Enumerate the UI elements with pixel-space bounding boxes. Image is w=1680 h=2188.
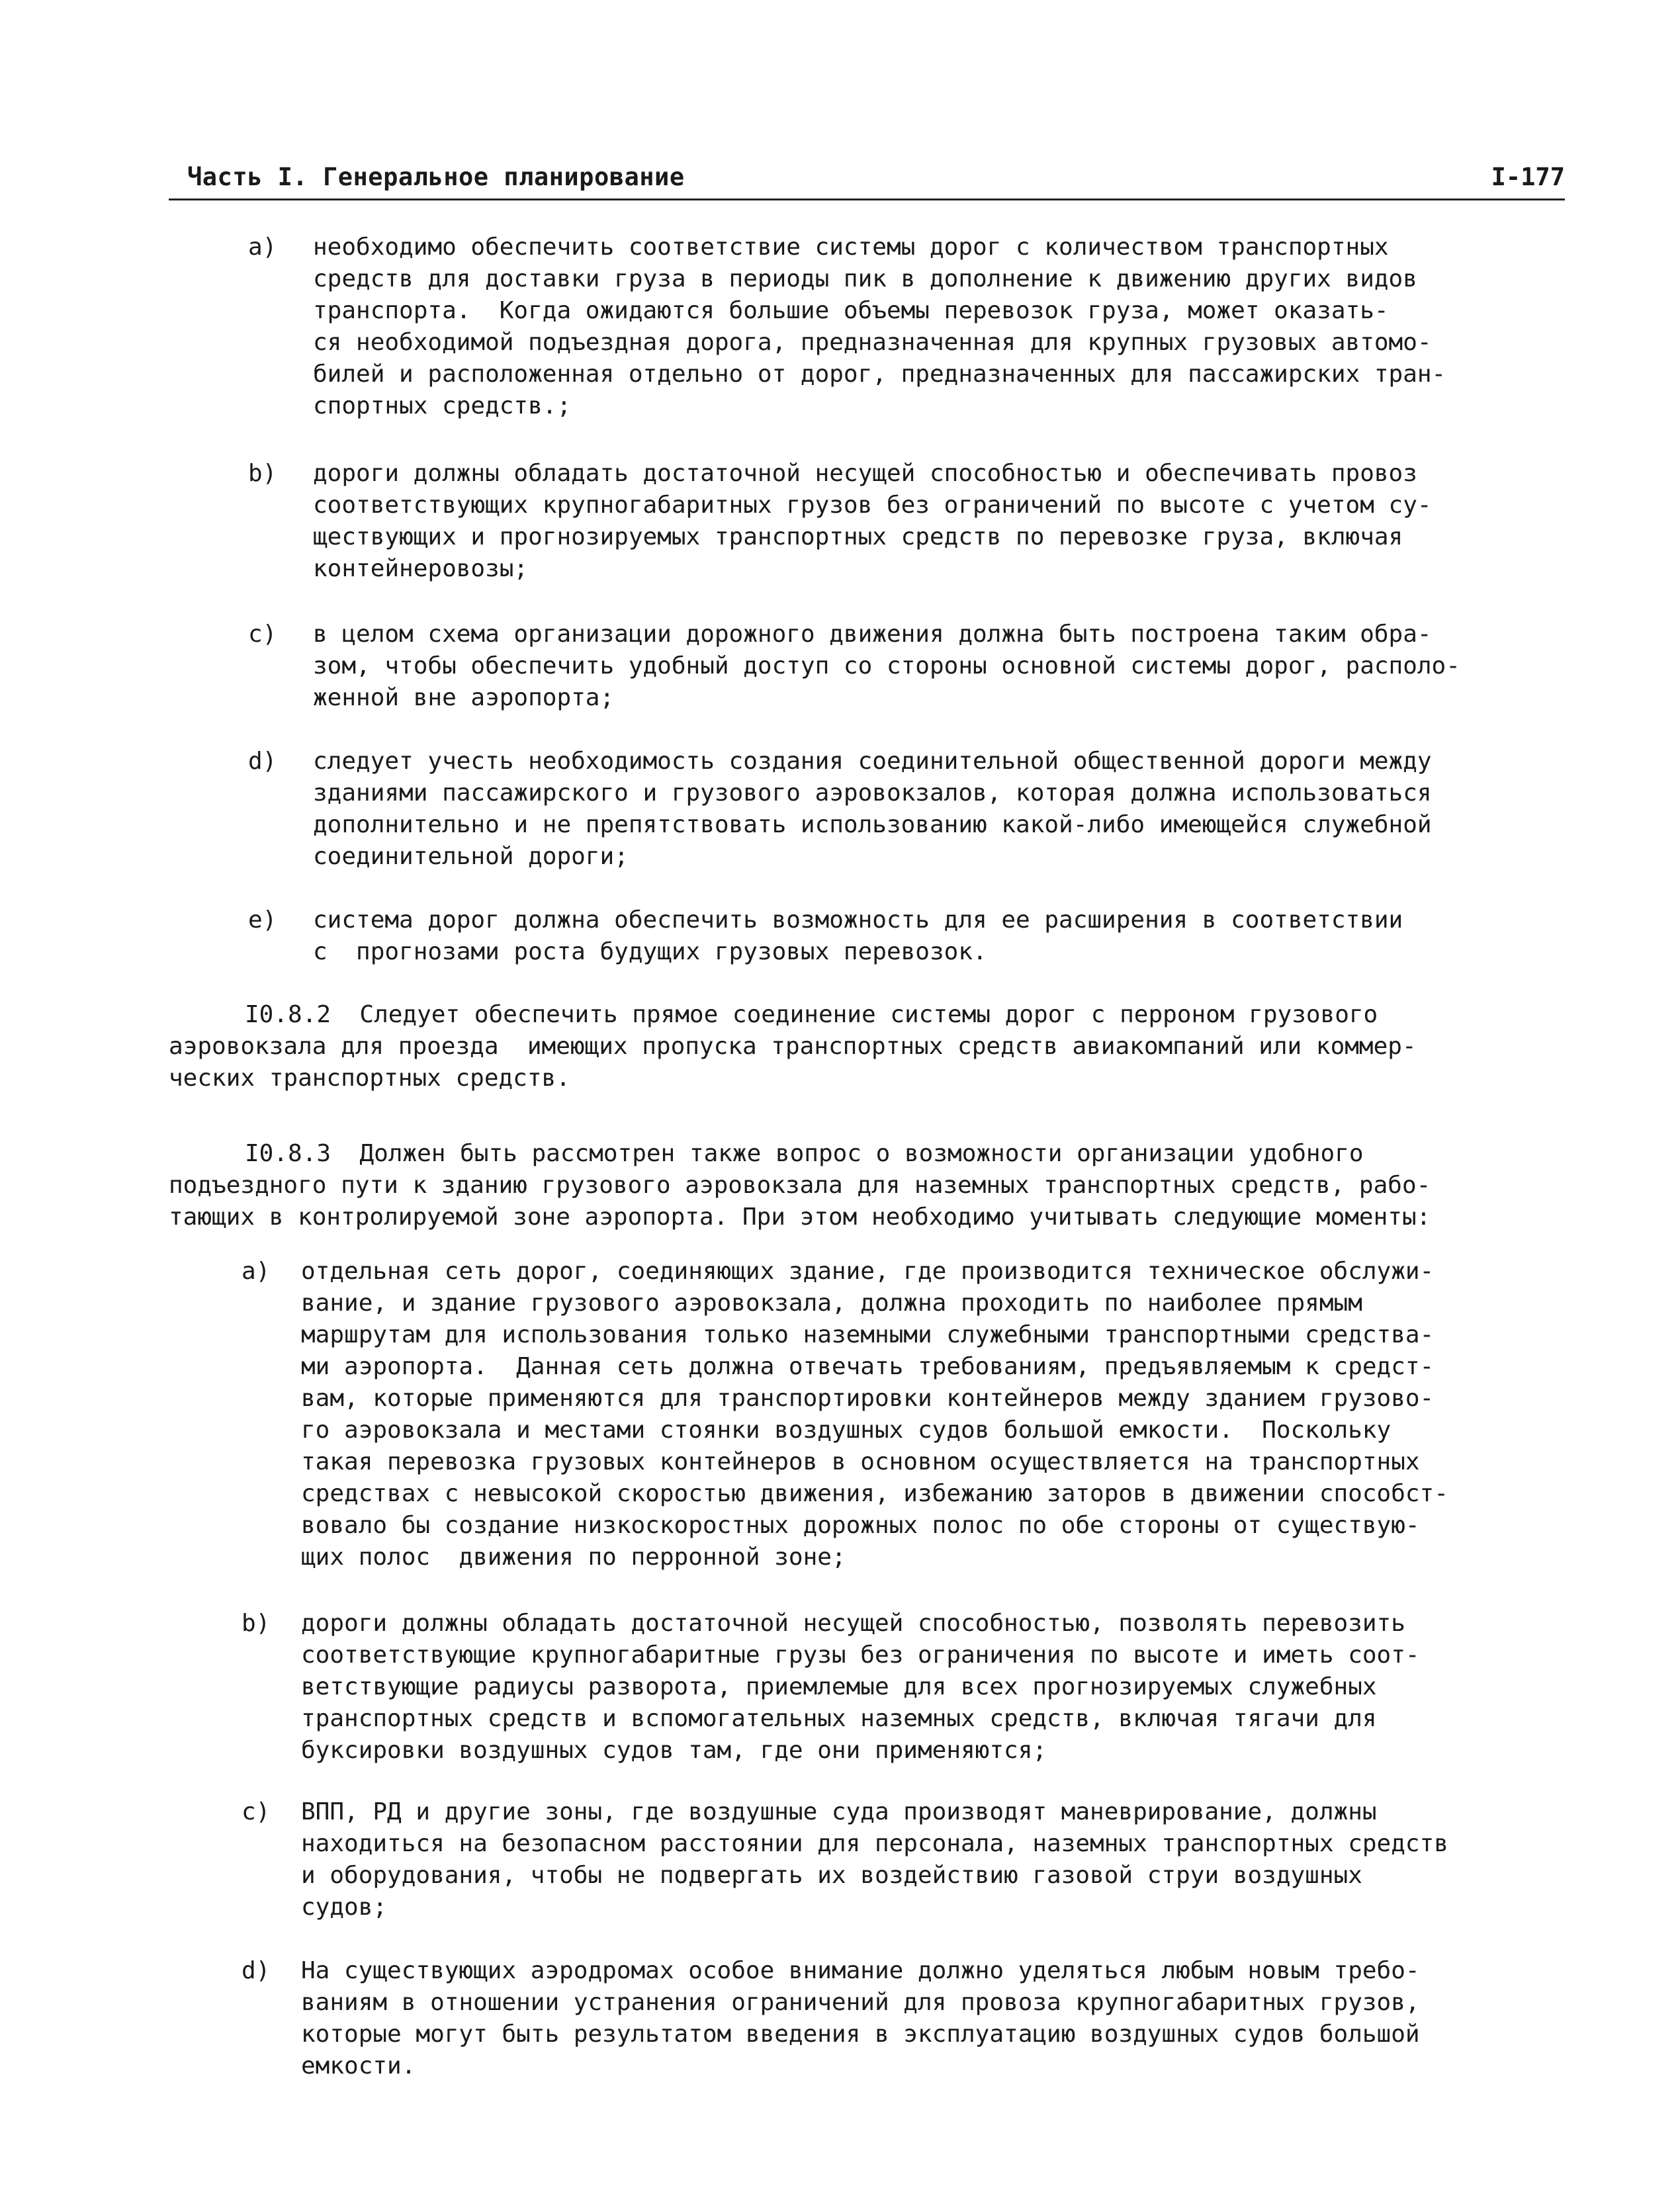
list-marker: b) <box>242 1610 271 1637</box>
text-line: средств для доставки груза в периоды пик в дополнение к движению других видов <box>313 265 1417 292</box>
text-line: зданиями пассажирского и грузового аэровокзалов, которая должна использоваться <box>313 779 1432 807</box>
text-line: аэровокзала для проезда имеющих пропуска транспортных средств авиакомпаний или коммер- <box>169 1033 1417 1060</box>
text-line: ческих транспортных средств. <box>169 1065 570 1092</box>
text-line: ВПП, РД и другие зоны, где воздушные суда производят маневрирование, должны <box>301 1798 1377 1825</box>
list-item-text <box>313 904 1403 968</box>
list-marker: c) <box>242 1798 271 1825</box>
text-line: контейнеровозы; <box>313 555 529 582</box>
text-line: транспорта. Когда ожидаются большие объемы перевозок груза, может оказать- <box>313 297 1389 324</box>
text-line: буксировки воздушных судов там, где они применяются; <box>301 1737 1047 1764</box>
text-line: подъездного пути к зданию грузового аэровокзала для наземных транспортных средств, рабо- <box>169 1172 1431 1199</box>
text-line: соответствующих крупногабаритных грузов без ограничений по высоте с учетом су- <box>313 492 1432 519</box>
text-line: билей и расположенная отдельно от дорог, предназначенных для пассажирских тран- <box>313 361 1446 388</box>
text-line: женной вне аэропорта; <box>313 684 615 711</box>
text-line: I0.8.2 Следует обеспечить прямое соединение системы дорог с перроном грузового <box>245 1001 1378 1028</box>
text-line: дополнительно и не препятствовать использованию какой-либо имеющейся служебной <box>313 811 1432 838</box>
text-line: вам, которые применяются для транспортировки контейнеров между зданием грузово- <box>301 1385 1435 1412</box>
text-line: находиться на безопасном расстоянии для персонала, наземных транспортных средств <box>301 1830 1448 1857</box>
text-line: соединительной дороги; <box>313 843 629 870</box>
text-line: дороги должны обладать достаточной несущей способностью, позволять перевозить <box>301 1610 1405 1637</box>
list-item-text <box>301 1256 1448 1573</box>
text-line: транспортных средств и вспомогательных наземных средств, включая тягачи для <box>301 1705 1377 1732</box>
text-line: необходимо обеспечить соответствие системы дорог с количеством транспортных <box>313 234 1389 261</box>
text-line: маршрутам для использования только наземными служебными транспортными средства- <box>301 1321 1435 1348</box>
page-number: I-177 <box>1491 163 1565 191</box>
text-line: вовало бы создание низкоскоростных дорожных полос по обе стороны от существую- <box>301 1512 1420 1539</box>
list-marker: d) <box>242 1957 271 1984</box>
text-line: и оборудования, чтобы не подвергать их воздействию газовой струи воздушных <box>301 1862 1362 1889</box>
list-marker: a) <box>242 1258 271 1285</box>
text-line: ми аэропорта. Данная сеть должна отвечать требованиям, предъявляемым к средст- <box>301 1353 1435 1380</box>
text-line: отдельная сеть дорог, соединяющих здание, где производится техническое обслужи- <box>301 1258 1435 1285</box>
text-line: ветствующие радиусы разворота, приемлемые для всех прогнозируемых служебных <box>301 1673 1377 1700</box>
list-marker: e) <box>248 906 277 934</box>
list-item-text <box>313 619 1460 714</box>
text-line: го аэровокзала и местами стоянки воздушных судов большой емкости. Поскольку <box>301 1417 1392 1444</box>
text-line: такая перевозка грузовых контейнеров в основном осуществляется на транспортных <box>301 1448 1420 1475</box>
paragraph-10-8-2 <box>169 999 1417 1094</box>
list-item-text <box>313 746 1432 873</box>
text-line: судов; <box>301 1894 388 1921</box>
text-line: ся необходимой подъездная дорога, предназначенная для крупных грузовых автомо- <box>313 329 1432 356</box>
header-rule <box>169 198 1565 200</box>
text-line: ваниям в отношении устранения ограничений для провоза крупногабаритных грузов, <box>301 1989 1420 2016</box>
text-line: которые могут быть результатом введения в эксплуатацию воздушных судов большой <box>301 2021 1420 2048</box>
text-line: средствах с невысокой скоростью движения, избежанию заторов в движении способст- <box>301 1480 1448 1507</box>
text-line: соответствующие крупногабаритные грузы без ограничения по высоте и иметь соот- <box>301 1641 1420 1669</box>
list-marker: d) <box>248 748 277 775</box>
text-line: дороги должны обладать достаточной несущей способностью и обеспечивать провоз <box>313 460 1417 487</box>
page-header <box>169 159 1565 198</box>
list-item-text <box>301 1955 1420 2082</box>
list-marker: b) <box>248 460 277 487</box>
text-line: с прогнозами роста будущих грузовых перевозок. <box>313 938 987 965</box>
text-line: в целом схема организации дорожного движения должна быть построена таким обра- <box>313 621 1432 648</box>
text-line: тающих в контролируемой зоне аэропорта. При этом необходимо учитывать следующие моменты: <box>169 1203 1431 1231</box>
text-line: вание, и здание грузового аэровокзала, должна проходить по наиболее прямым <box>301 1290 1362 1317</box>
text-line: щих полос движения по перронной зоне; <box>301 1544 846 1571</box>
text-line: спортных средств.; <box>313 392 572 419</box>
list-marker: a) <box>248 234 277 261</box>
header-title: Часть I. Генеральное планирование <box>187 163 685 191</box>
text-line: На существующих аэродромах особое внимание должно уделяться любым новым требо- <box>301 1957 1420 1984</box>
text-line: I0.8.3 Должен быть рассмотрен также вопрос о возможности организации удобного <box>245 1140 1364 1167</box>
paragraph-10-8-3 <box>169 1138 1431 1233</box>
text-line: ществующих и прогнозируемых транспортных средств по перевозке груза, включая <box>313 523 1403 550</box>
text-line: система дорог должна обеспечить возможность для ее расширения в соответствии <box>313 906 1403 934</box>
list-item-text <box>313 458 1432 585</box>
text-line: емкости. <box>301 2052 416 2079</box>
list-marker: c) <box>248 621 277 648</box>
list-item-text <box>301 1796 1448 1923</box>
text-line: зом, чтобы обеспечить удобный доступ со стороны основной системы дорог, располо- <box>313 652 1460 679</box>
list-item-text <box>301 1608 1420 1767</box>
text-line: следует учесть необходимость создания соединительной общественной дороги между <box>313 748 1432 775</box>
list-item-text <box>313 232 1446 422</box>
